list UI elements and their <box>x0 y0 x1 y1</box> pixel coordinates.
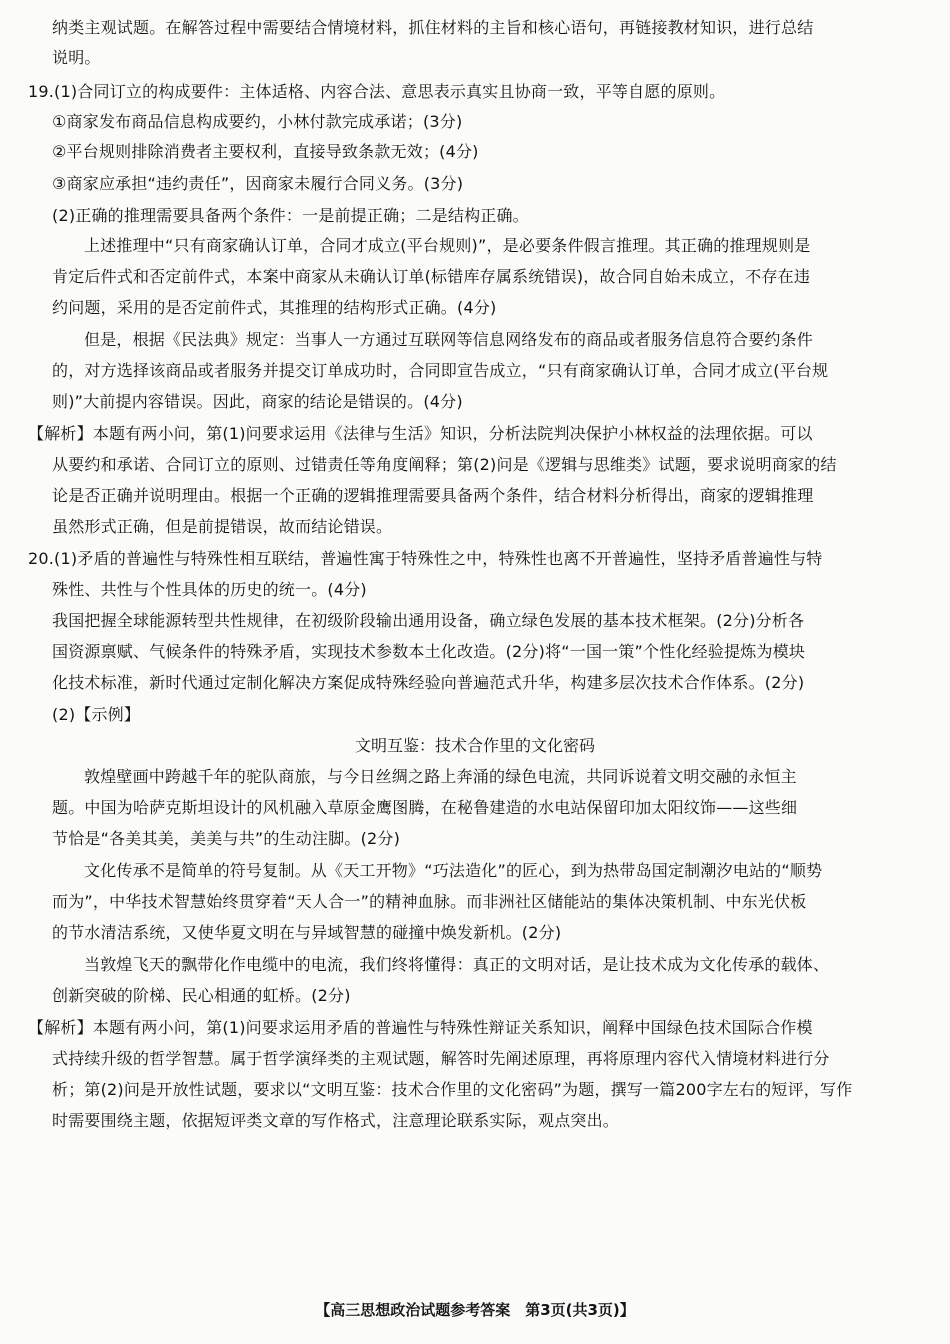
text-line: 的节水清洁系统，又使华夏文明在与异域智慧的碰撞中焕发新机。(2分) <box>52 923 562 942</box>
text-line: 而为”，中华技术智慧始终贯穿着“天人合一”的精神血脉。而非洲社区储能站的集体决策机制、中东光伏板 <box>52 892 807 911</box>
text-line: 纳类主观试题。在解答过程中需要结合情境材料，抓住材料的主旨和核心语句，再链接教材知识，进行总结 <box>52 18 814 37</box>
text-line: 从要约和承诺、合同订立的原则、过错责任等角度阐释；第(2)问是《逻辑与思维类》试题，要求说明商家的结 <box>52 455 837 474</box>
question-19-part1: 19.(1)合同订立的构成要件：主体适格、内容合法、意思表示真实且协商一致，平等自愿的原则。 <box>28 82 726 101</box>
text-line: 上述推理中“只有商家确认订单，合同才成立(平台规则)”，是必要条件假言推理。其正确的推理规则是 <box>84 236 811 255</box>
text-line: 题。中国为哈萨克斯坦设计的风机融入草原金鹰图腾，在秘鲁建造的水电站保留印加太阳纹饰——这些细 <box>52 798 798 817</box>
text-line: 我国把握全球能源转型共性规律，在初级阶段输出通用设备，确立绿色发展的基本技术框架。(2分)分析各 <box>52 611 805 630</box>
question-20-part1: 20.(1)矛盾的普遍性与特殊性相互联结，普遍性寓于特殊性之中，特殊性也离不开普遍性，坚持矛盾普遍性与特 <box>28 549 823 568</box>
text-line: 当敦煌飞天的飘带化作电缆中的电流，我们终将懂得：真正的文明对话，是让技术成为文化传承的载体、 <box>84 955 830 974</box>
text-line: 但是，根据《民法典》规定：当事人一方通过互联网等信息网络发布的商品或者服务信息符合要约条件 <box>84 330 814 349</box>
text-line: 文化传承不是简单的符号复制。从《天工开物》“巧法造化”的匠心，到为热带岛国定制潮汐电站的“顺势 <box>84 861 823 880</box>
analysis-20: 【解析】本题有两小问，第(1)问要求运用矛盾的普遍性与特殊性辩证关系知识，阐释中国绿色技术国际合作模 <box>28 1018 813 1037</box>
text-line: 说明。 <box>52 48 101 67</box>
text-line: 式持续升级的哲学智慧。属于哲学演绎类的主观试题，解答时先阐述原理，再将原理内容代入情境材料进行分 <box>52 1049 830 1068</box>
text-line: 析；第(2)问是开放性试题，要求以“文明互鉴：技术合作里的文化密码”为题，撰写一篇200字左右的短评，写作 <box>52 1080 853 1099</box>
text-line: 约问题，采用的是否定前件式，其推理的结构形式正确。(4分) <box>52 298 497 317</box>
page-footer: 【高三思想政治试题参考答案 第3页(共3页)】 <box>315 1301 635 1319</box>
text-line: 肯定后件式和否定前件式，本案中商家从未确认订单(标错库存属系统错误)，故合同自始未成立，不存在违 <box>52 267 811 286</box>
text-line: 时需要围绕主题，依据短评类文章的写作格式，注意理论联系实际，观点突出。 <box>52 1111 620 1130</box>
text-line: 则)”大前提内容错误。因此，商家的结论是错误的。(4分) <box>52 392 463 411</box>
essay-title: 文明互鉴：技术合作里的文化密码 <box>354 736 595 755</box>
question-19-part2: (2)正确的推理需要具备两个条件：一是前提正确；二是结构正确。 <box>52 206 529 225</box>
text-line: 敦煌壁画中跨越千年的驼队商旅，与今日丝绸之路上奔涌的绿色电流，共同诉说着文明交融的永恒主 <box>84 767 797 786</box>
text-line: 论是否正确并说明理由。根据一个正确的逻辑推理需要具备两个条件，结合材料分析得出，商家的逻辑推理 <box>52 486 814 505</box>
text-line: 创新突破的阶梯、民心相通的虹桥。(2分) <box>52 986 351 1005</box>
text-line: 节恰是“各美其美，美美与共”的生动注脚。(2分) <box>52 829 401 848</box>
text-line: 化技术标准，新时代通过定制化解决方案促成特殊经验向普遍范式升华，构建多层次技术合作体系。(2分) <box>52 673 805 692</box>
list-item: ③商家应承担“违约责任”，因商家未履行合同义务。(3分) <box>52 174 464 193</box>
text-line: 的，对方选择该商品或者服务并提交订单成功时，合同即宣告成立，“只有商家确认订单，合同才成立(平台规 <box>52 361 829 380</box>
text-line: 虽然形式正确，但是前提错误，故而结论错误。 <box>52 517 393 536</box>
question-20-part2: (2)【示例】 <box>52 705 141 724</box>
list-item: ①商家发布商品信息构成要约，小林付款完成承诺；(3分) <box>52 112 463 131</box>
list-item: ②平台规则排除消费者主要权利，直接导致条款无效；(4分) <box>52 142 479 161</box>
text-line: 殊性、共性与个性具体的历史的统一。(4分) <box>52 580 367 599</box>
text-line: 国资源禀赋、气候条件的特殊矛盾，实现技术参数本土化改造。(2分)将“一国一策”个性化经验提炼为模块 <box>52 642 806 661</box>
analysis-19: 【解析】本题有两小问，第(1)问要求运用《法律与生活》知识，分析法院判决保护小林权益的法理依据。可以 <box>28 424 813 443</box>
